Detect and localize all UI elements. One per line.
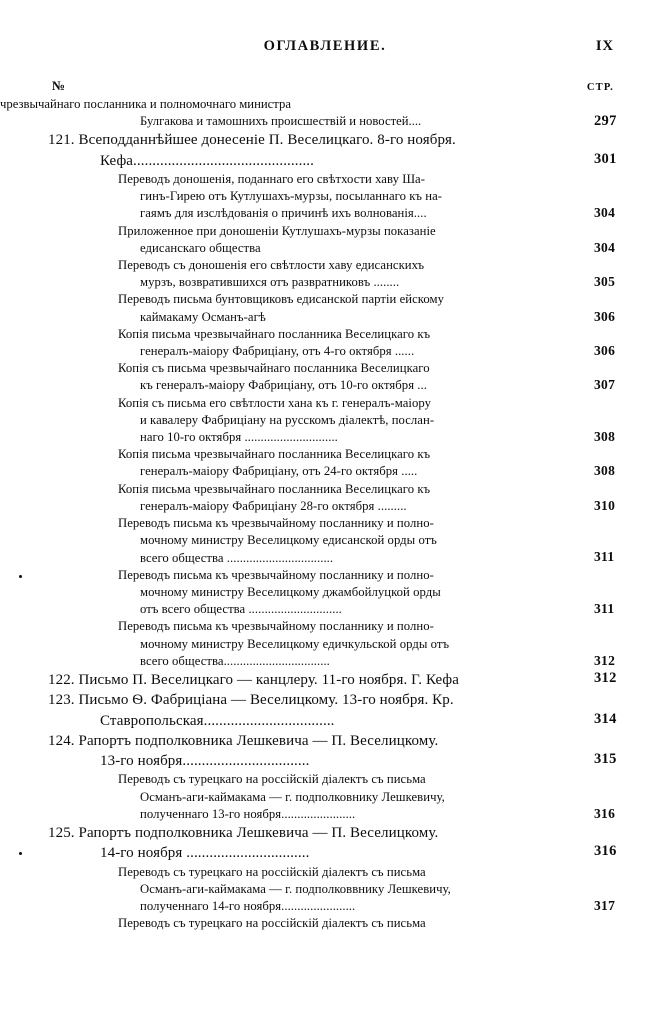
toc-entry-line: 14-го ноября ................................ [100,845,310,862]
toc-entry-line: и кавалеру Фабриціану на русскомъ діалектѣ, послан- [140,412,435,427]
toc-page-number: 308 [594,463,616,479]
page-header [0,38,650,58]
toc-entry-line: полученнаго 13-го ноября....................... [140,806,356,821]
toc-page-number: 301 [594,150,617,167]
toc-entry[interactable] [0,670,650,690]
page-column-header: СТР. [586,82,614,93]
toc-entry-line: каймакаму Османъ-агѣ [140,309,266,324]
toc-entry-line: Булгакова и тамошнихъ происшествій и новостей.... [140,114,422,129]
toc-entry-line: всего общества ................................. [140,550,334,565]
toc-entry-line: Переводъ съ турецкаго на россійскій діалектъ съ письма [118,864,426,879]
toc-entry-line: Переводъ съ доношенія его свѣтлости хаву едисанскихъ [118,258,425,273]
column-headers [0,78,650,96]
toc-page-number: 315 [594,751,617,768]
toc-page-number: 316 [594,843,617,860]
toc-entry[interactable] [0,618,650,670]
toc-entry-line: едисанскаго общества [140,240,261,255]
toc-entry-line: Переводъ письма бунтовщиковъ едисанской партіи ейскому [118,292,444,307]
toc-entry[interactable] [0,481,650,515]
marginal-dot-icon [19,575,22,578]
toc-entry-line: Османъ-аги-каймакама — г. подполковнику Лешкевичу, [140,789,445,804]
toc-entry-line: Копія письма чрезвычайнаго посланника Веселицкаго къ [118,447,431,462]
toc-entry-line: къ генералъ-маіору Фабриціану, отъ 10-го октября ... [140,378,427,393]
toc-entry-line: отъ всего общества ............................. [140,602,342,617]
toc-entry-line: Переводъ съ турецкаго на россійскій діалектъ съ письма [118,916,426,931]
toc-entry-line: 122. Письмо П. Веселицкаго — канцлеру. 11-го ноября. Г. Кефа [48,671,459,688]
toc-entry[interactable] [0,823,650,864]
toc-page-number: 304 [594,205,616,221]
toc-entry[interactable] [0,771,650,823]
toc-entry[interactable] [0,171,650,223]
toc-entry[interactable] [0,130,650,171]
toc-page-number: 314 [594,710,617,727]
toc-entry-line: Османъ-аги-каймакама — г. подполковвнику Лешкевичу, [140,881,451,896]
toc-entry-line: Переводъ письма къ чрезвычайному посланнику и полно- [118,516,434,531]
toc-page-number: 311 [594,601,615,617]
toc-page-number: 317 [594,898,616,914]
toc-entry-line: Переводъ съ турецкаго на россійскій діалектъ съ письма [118,772,426,787]
table-of-contents [0,96,650,933]
toc-page-number: 312 [594,669,617,686]
toc-entry-line: генералъ-маіору Фабриціану, отъ 24-го октября ..... [140,464,418,479]
toc-page-number: 306 [594,308,616,324]
toc-page-number: 306 [594,343,616,359]
folio-number: IX [595,38,614,54]
toc-entry-line: Копія письма чрезвычайнаго посланника Веселицкаго къ [118,326,431,341]
toc-page-number: 308 [594,429,616,445]
toc-entry-line: генералъ-маіору Фабриціану 28-го октября ......... [140,498,407,513]
toc-entry[interactable] [0,446,650,480]
toc-entry-line: Копія съ письма его свѣтлости хана къ г. генералъ-маіору [118,395,431,410]
toc-entry-line: чрезвычайнаго посланника и полномочнаго министра [0,97,291,111]
toc-entry-line: 13-го ноября................................. [100,753,310,770]
toc-entry-line: Кефа............................................... [100,152,315,169]
toc-entry[interactable] [0,291,650,325]
marginal-dot-icon [19,852,22,855]
toc-entry[interactable] [0,223,650,257]
toc-entry-line: Приложенное при доношеніи Кутлушахъ-мурзы показаніе [118,223,436,238]
toc-entry-line: 121. Всеподданнѣйшее донесеніе П. Веселицкаго. 8-го ноября. [48,132,456,149]
toc-entry[interactable] [0,915,650,932]
toc-entry-line: Копія письма чрезвычайнаго посланника Веселицкаго къ [118,481,431,496]
toc-page-number: 316 [594,805,616,821]
toc-entry-line: 125. Рапортъ подполковника Лешкевича — П. Веселицкому. [48,825,439,842]
toc-entry-line: полученнаго 14-го ноября....................... [140,899,356,914]
toc-entry-line: Переводъ доношенія, поданнаго его свѣтхости хаву Ша- [118,172,426,187]
toc-entry-line: гинъ-Гирею отъ Кутлушахъ-мурзы, посыланнаго къ на- [140,189,443,204]
toc-entry[interactable] [0,515,650,567]
toc-entry[interactable] [0,360,650,394]
toc-entry-line: гаямъ для изслѣдованія о причинѣ ихъ волнованія.... [140,206,427,221]
toc-page-number: 312 [594,652,616,668]
page-title: ОГЛАВЛЕНИЕ. [263,38,387,54]
toc-entry-line: Переводъ письма къ чрезвычайному посланнику и полно- [118,619,434,634]
toc-entry-line: мочному министру Веселицкому джамбойлуцкой орды [140,584,441,599]
toc-entry[interactable] [0,731,650,772]
toc-entry[interactable] [0,326,650,360]
toc-page-number: 310 [594,497,616,513]
toc-page-number: 297 [594,113,617,130]
toc-entry[interactable] [0,567,650,619]
toc-entry-line: мочному министру Веселицкому едичкульской орды отъ [140,636,450,651]
toc-entry-line: Переводъ письма къ чрезвычайному посланнику и полно- [118,567,434,582]
toc-entry-line: генералъ-маіору Фабриціану, отъ 4-го октября ...... [140,344,415,359]
toc-page-number: 311 [594,549,615,565]
toc-entry-line: мурзъ, возвратившихся отъ развратниковъ ........ [140,275,400,290]
toc-entry-line: 123. Письмо Ѳ. Фабриціана — Веселицкому. 13-го ноября. Кр. [48,692,454,709]
toc-entry-line: наго 10-го октября ............................. [140,430,338,445]
toc-page-number: 304 [594,239,616,255]
toc-page-number: 307 [594,377,616,393]
toc-entry-line: мочному министру Веселицкому едисанской орды отъ [140,533,437,548]
toc-entry-line: Копія съ письма чрезвычайнаго посланника Веселицкаго [118,361,430,376]
toc-entry[interactable] [0,864,650,916]
toc-page-number: 305 [594,274,616,290]
toc-entry[interactable] [0,395,650,447]
toc-entry[interactable] [0,96,650,130]
number-column-header: № [52,78,66,93]
toc-entry-line: всего общества................................. [140,653,330,668]
toc-entry-line: Ставропольская.................................. [100,712,335,729]
toc-entry[interactable] [0,690,650,731]
toc-entry-line: 124. Рапортъ подполковника Лешкевича — П. Веселицкому. [48,732,439,749]
toc-entry[interactable] [0,257,650,291]
